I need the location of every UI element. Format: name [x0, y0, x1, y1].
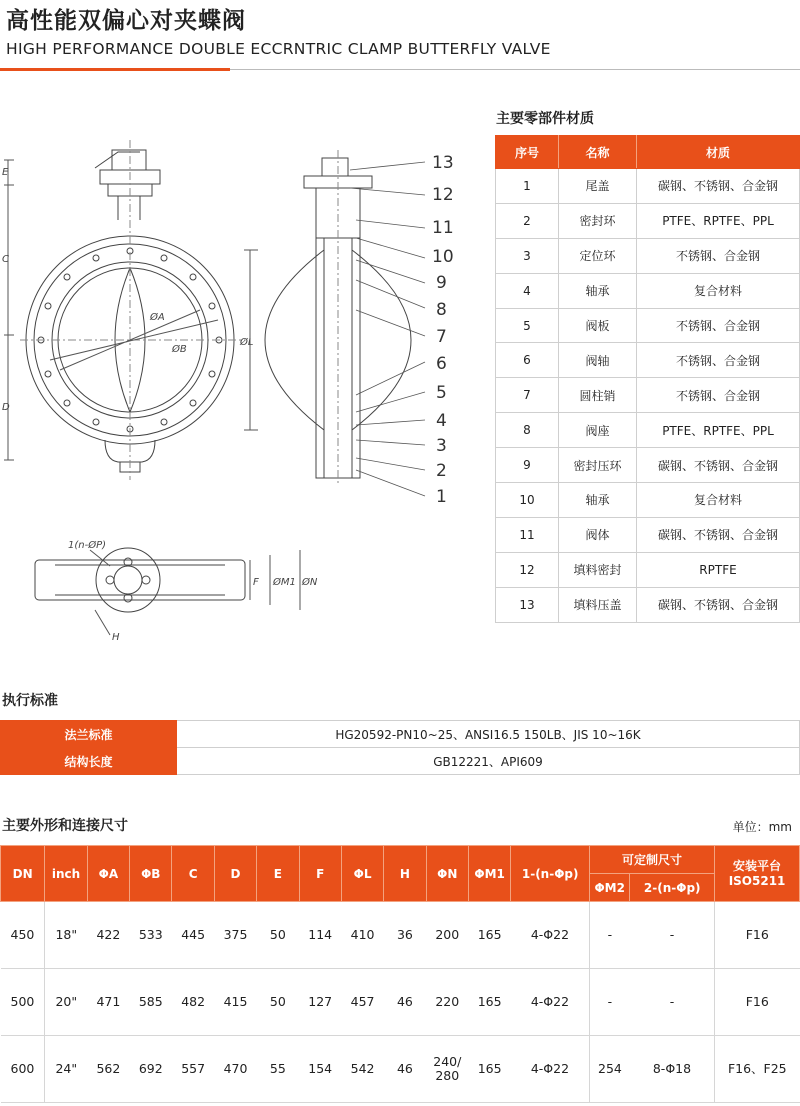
parts-cell-no: 8 [496, 413, 559, 448]
title-divider [230, 69, 800, 70]
callout-5: 5 [436, 383, 447, 403]
dim-b: ØB [172, 344, 187, 355]
dims-col: C [172, 846, 214, 902]
dims-cell: F16、F25 [715, 1036, 800, 1103]
parts-cell-no: 5 [496, 308, 559, 343]
standards-label: 法兰标准 [1, 721, 177, 748]
parts-col-name: 名称 [559, 136, 637, 169]
parts-cell-no: 1 [496, 169, 559, 204]
parts-row [496, 203, 800, 238]
parts-cell-name: 阀座 [559, 413, 637, 448]
dim-a: ØA [150, 312, 165, 323]
parts-cell-no: 10 [496, 483, 559, 518]
dims-cell: - [590, 969, 630, 1036]
parts-table [495, 135, 800, 623]
dims-cell: 457 [341, 969, 383, 1036]
dims-col: 1-(n-Φp) [511, 846, 590, 902]
dims-col-np2: 2-(n-Φp) [630, 874, 715, 902]
parts-cell-material: 碳钢、不锈钢、合金钢 [637, 169, 800, 204]
dims-col: F [299, 846, 341, 902]
dims-cell: 240/ 280 [426, 1036, 468, 1103]
dims-row [1, 969, 800, 1036]
parts-cell-material: 不锈钢、合金钢 [637, 308, 800, 343]
page-title-cn: 高性能双偏心对夹蝶阀 [6, 8, 246, 34]
dims-cell: 24" [45, 1036, 87, 1103]
dims-cell: - [630, 969, 715, 1036]
dims-table [0, 845, 800, 1103]
dims-col: ΦA [87, 846, 129, 902]
dims-col: H [384, 846, 426, 902]
dims-row [1, 1036, 800, 1103]
callout-2: 2 [436, 461, 447, 481]
parts-row [496, 587, 800, 622]
parts-cell-name: 圆柱销 [559, 378, 637, 413]
parts-cell-material: 碳钢、不锈钢、合金钢 [637, 448, 800, 483]
dims-heading: 主要外形和连接尺寸 [2, 818, 128, 834]
parts-cell-no: 2 [496, 203, 559, 238]
dims-col: inch [45, 846, 87, 902]
dims-cell: 542 [341, 1036, 383, 1103]
dims-cell: 450 [1, 902, 45, 969]
callout-3: 3 [436, 436, 447, 456]
parts-cell-material: 不锈钢、合金钢 [637, 343, 800, 378]
dim-m1: ØM1 [273, 577, 296, 588]
parts-cell-material: RPTFE [637, 552, 800, 587]
dims-cell: F16 [715, 969, 800, 1036]
dims-cell: 4-Φ22 [511, 1036, 590, 1103]
parts-cell-no: 7 [496, 378, 559, 413]
dims-cell: 127 [299, 969, 341, 1036]
dims-cell: 20" [45, 969, 87, 1036]
parts-cell-name: 阀轴 [559, 343, 637, 378]
parts-cell-material: PTFE、RPTFE、PPL [637, 413, 800, 448]
parts-row [496, 483, 800, 518]
dims-cell: 4-Φ22 [511, 902, 590, 969]
parts-cell-no: 13 [496, 587, 559, 622]
dims-cell: 165 [468, 969, 510, 1036]
parts-cell-material: PTFE、RPTFE、PPL [637, 203, 800, 238]
parts-cell-no: 4 [496, 273, 559, 308]
callout-6: 6 [436, 354, 447, 374]
dims-cell: 415 [214, 969, 256, 1036]
dims-cell: 36 [384, 902, 426, 969]
dims-cell: 114 [299, 902, 341, 969]
callout-10: 10 [432, 247, 454, 267]
parts-heading: 主要零部件材质 [496, 111, 594, 127]
parts-col-material: 材质 [637, 136, 800, 169]
parts-cell-name: 阀板 [559, 308, 637, 343]
callout-12: 12 [432, 185, 454, 205]
callout-13: 13 [432, 153, 454, 173]
parts-row [496, 169, 800, 204]
dims-cell: 55 [257, 1036, 299, 1103]
standards-value: HG20592-PN10~25、ANSI16.5 150LB、JIS 10~16K [177, 721, 800, 748]
page-title-en: HIGH PERFORMANCE DOUBLE ECCRNTRIC CLAMP BUTTERFLY VALVE [6, 40, 551, 58]
parts-cell-name: 密封压环 [559, 448, 637, 483]
dims-cell: 220 [426, 969, 468, 1036]
standards-row [1, 748, 800, 775]
parts-cell-no: 6 [496, 343, 559, 378]
dims-row [1, 902, 800, 969]
dims-cell: 482 [172, 969, 214, 1036]
dims-cell: 50 [257, 969, 299, 1036]
front-view [4, 140, 245, 480]
dims-cell: 562 [87, 1036, 129, 1103]
dims-cell: 50 [257, 902, 299, 969]
dims-cell: 470 [214, 1036, 256, 1103]
dims-cell: 557 [172, 1036, 214, 1103]
callout-7: 7 [436, 327, 447, 347]
parts-cell-name: 尾盖 [559, 169, 637, 204]
parts-row [496, 273, 800, 308]
dims-cell: - [590, 902, 630, 969]
parts-row [496, 238, 800, 273]
dims-cell: 445 [172, 902, 214, 969]
dims-cell: 410 [341, 902, 383, 969]
dims-cell: 254 [590, 1036, 630, 1103]
callout-9: 9 [436, 273, 447, 293]
callout-8: 8 [436, 300, 447, 320]
dims-col: E [257, 846, 299, 902]
dim-l: ØL [240, 337, 254, 348]
parts-cell-name: 定位环 [559, 238, 637, 273]
standards-label: 结构长度 [1, 748, 177, 775]
dims-cell: 422 [87, 902, 129, 969]
dims-cell: 46 [384, 969, 426, 1036]
parts-cell-name: 填料压盖 [559, 587, 637, 622]
parts-cell-material: 复合材料 [637, 273, 800, 308]
parts-cell-no: 9 [496, 448, 559, 483]
parts-cell-name: 轴承 [559, 273, 637, 308]
dims-cell: 200 [426, 902, 468, 969]
dim-c: C [2, 254, 9, 265]
dims-cell: 471 [87, 969, 129, 1036]
dim-np: 1(n-ØP) [68, 540, 107, 551]
parts-row [496, 552, 800, 587]
callout-labels [432, 153, 454, 507]
dims-cell: F16 [715, 902, 800, 969]
dim-f: F [253, 577, 259, 588]
parts-cell-no: 3 [496, 238, 559, 273]
parts-cell-name: 阀体 [559, 517, 637, 552]
parts-cell-no: 11 [496, 517, 559, 552]
callout-4: 4 [436, 411, 447, 431]
dim-e: E [2, 167, 9, 178]
parts-cell-material: 不锈钢、合金钢 [637, 378, 800, 413]
dims-col: D [214, 846, 256, 902]
parts-row [496, 308, 800, 343]
dims-col-m2: ΦM2 [590, 874, 630, 902]
parts-row [496, 448, 800, 483]
standards-table [0, 720, 800, 775]
dims-col: ΦL [341, 846, 383, 902]
standards-heading: 执行标准 [2, 693, 58, 709]
dims-col: DN [1, 846, 45, 902]
side-view [244, 150, 425, 496]
dims-cell: 533 [130, 902, 172, 969]
dims-col: ΦB [130, 846, 172, 902]
parts-cell-material: 复合材料 [637, 483, 800, 518]
parts-cell-material: 碳钢、不锈钢、合金钢 [637, 517, 800, 552]
parts-col-no: 序号 [496, 136, 559, 169]
dims-cell: 154 [299, 1036, 341, 1103]
dims-cell: 165 [468, 1036, 510, 1103]
title-accent-rule [0, 68, 230, 71]
dims-custom-header: 可定制尺寸 [590, 846, 715, 874]
dims-cell: 600 [1, 1036, 45, 1103]
dims-cell: 375 [214, 902, 256, 969]
standards-row [1, 721, 800, 748]
callout-1: 1 [436, 487, 447, 507]
valve-drawing [0, 140, 490, 670]
dims-col: ΦM1 [468, 846, 510, 902]
dims-cell: 8-Φ18 [630, 1036, 715, 1103]
dims-cell: 585 [130, 969, 172, 1036]
dim-d: D [2, 402, 10, 413]
callout-11: 11 [432, 218, 454, 238]
dims-cell: 500 [1, 969, 45, 1036]
dims-col: ΦN [426, 846, 468, 902]
dims-cell: 692 [130, 1036, 172, 1103]
dim-h: H [112, 632, 120, 643]
dims-cell: 18" [45, 902, 87, 969]
dim-n: ØN [302, 577, 318, 588]
parts-cell-name: 轴承 [559, 483, 637, 518]
dims-cell: 165 [468, 902, 510, 969]
parts-cell-name: 填料密封 [559, 552, 637, 587]
dims-cell: 4-Φ22 [511, 969, 590, 1036]
parts-row [496, 343, 800, 378]
parts-cell-material: 不锈钢、合金钢 [637, 238, 800, 273]
dims-platform-header: 安装平台 ISO5211 [715, 846, 800, 902]
top-view [35, 548, 300, 635]
standards-value: GB12221、API609 [177, 748, 800, 775]
parts-row [496, 413, 800, 448]
parts-cell-no: 12 [496, 552, 559, 587]
parts-cell-material: 碳钢、不锈钢、合金钢 [637, 587, 800, 622]
dims-cell: - [630, 902, 715, 969]
unit-label: 单位：mm [732, 820, 792, 834]
parts-row [496, 378, 800, 413]
parts-cell-name: 密封环 [559, 203, 637, 238]
parts-row [496, 517, 800, 552]
dims-cell: 46 [384, 1036, 426, 1103]
